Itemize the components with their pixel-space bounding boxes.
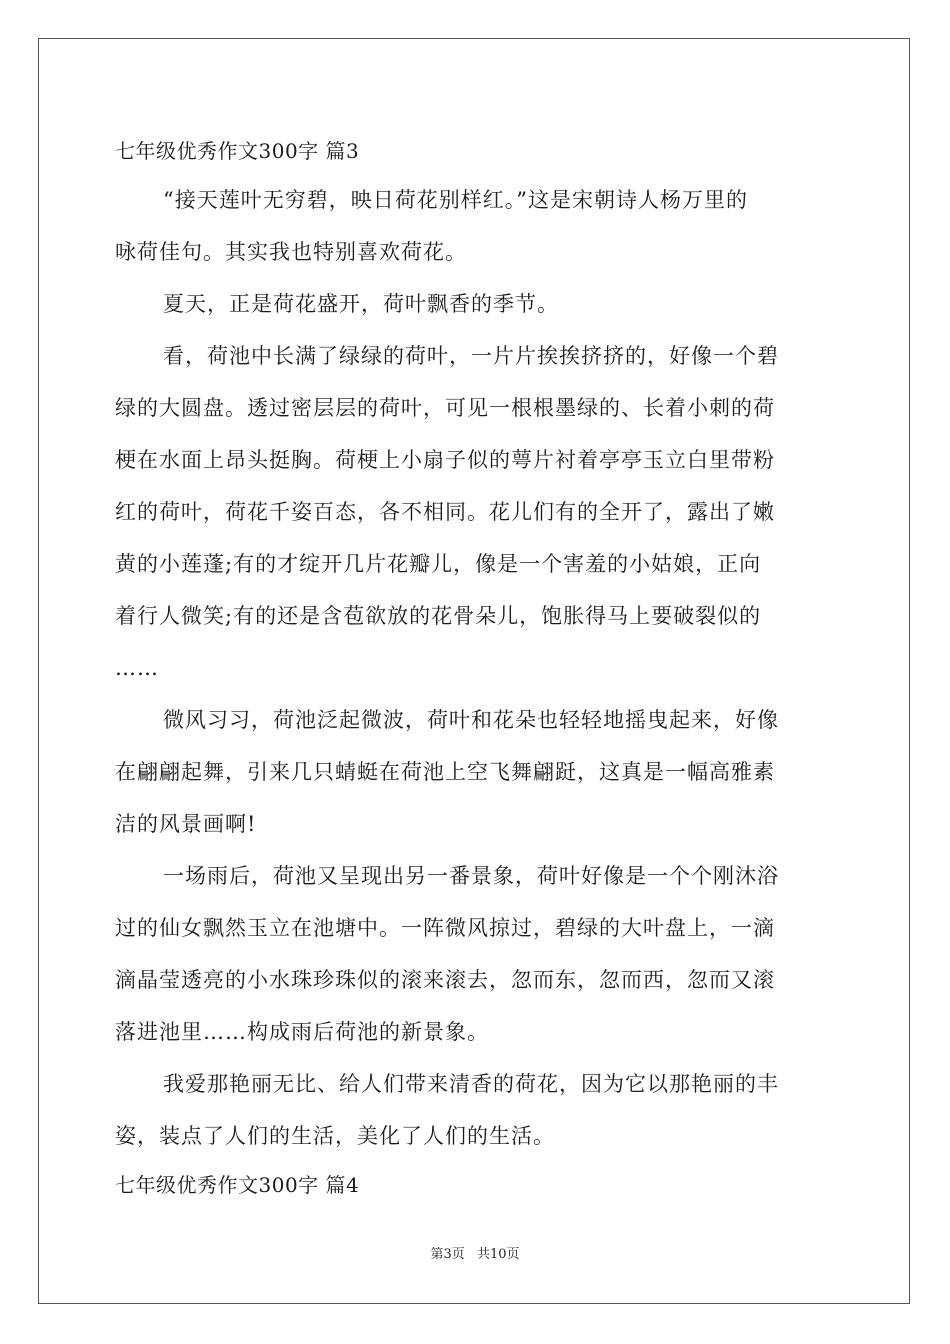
paragraph bbox=[115, 694, 835, 850]
text-line: 我爱那艳丽无比、给人们带来清香的荷花，因为它以那艳丽的丰 bbox=[163, 1072, 779, 1096]
text-line: 夏天，正是荷花盛开，荷叶飘香的季节。 bbox=[163, 292, 559, 316]
text-line: 滴晶莹透亮的小水珠珍珠似的滚来滚去，忽而东，忽而西，忽而又滚 bbox=[115, 968, 775, 992]
text-line: 洁的风景画啊! bbox=[115, 812, 257, 836]
page-total: 共10页 bbox=[476, 1247, 520, 1262]
text-line: 咏荷佳句。其实我也特别喜欢荷花。 bbox=[115, 240, 467, 264]
paragraph bbox=[115, 278, 835, 330]
text-line: 黄的小莲蓬;有的才绽开几片花瓣儿，像是一个害羞的小姑娘，正向 bbox=[115, 552, 762, 576]
text-line: 落进池里……构成雨后荷池的新景象。 bbox=[115, 1020, 489, 1044]
text-line: 过的仙女飘然玉立在池塘中。一阵微风掠过，碧绿的大叶盘上，一滴 bbox=[115, 916, 775, 940]
text-line: 姿，装点了人们的生活，美化了人们的生活。 bbox=[115, 1124, 555, 1148]
text-line: 绿的大圆盘。透过密层层的荷叶，可见一根根墨绿的、长着小刺的荷 bbox=[115, 396, 775, 420]
text-line: 在翩翩起舞，引来几只蜻蜓在荷池上空飞舞翩跹，这真是一幅高雅素 bbox=[115, 760, 775, 784]
text-line: …… bbox=[115, 656, 159, 680]
text-line: 一场雨后，荷池又呈现出另一番景象，荷叶好像是一个个刚沐浴 bbox=[163, 864, 779, 888]
section-heading: 七年级优秀作文300字 篇4 bbox=[115, 1173, 360, 1197]
text-line: 着行人微笑;有的还是含苞欲放的花骨朵儿，饱胀得马上要破裂似的 bbox=[115, 604, 762, 628]
text-line: 微风习习，荷池泛起微波，荷叶和花朵也轻轻地摇曳起来，好像 bbox=[163, 708, 779, 732]
paragraph bbox=[115, 1058, 835, 1162]
page-number: 第3页 bbox=[430, 1247, 465, 1262]
text-line: 红的荷叶，荷花千姿百态，各不相同。花儿们有的全开了，露出了嫩 bbox=[115, 500, 775, 524]
paragraph bbox=[115, 850, 835, 1058]
section-heading: 七年级优秀作文300字 篇3 bbox=[115, 139, 360, 163]
paragraph bbox=[115, 174, 835, 278]
text-line: 梗在水面上昂头挺胸。荷梗上小扇子似的萼片衬着亭亭玉立白里带粉 bbox=[115, 448, 775, 472]
text-line: 看，荷池中长满了绿绿的荷叶，一片片挨挨挤挤的，好像一个碧 bbox=[163, 344, 779, 368]
paragraph bbox=[115, 330, 835, 694]
page-footer bbox=[0, 1243, 950, 1262]
document-body bbox=[115, 128, 835, 1208]
text-line: “接天莲叶无穷碧，映日荷花别样红。”这是宋朝诗人杨万里的 bbox=[163, 188, 748, 212]
